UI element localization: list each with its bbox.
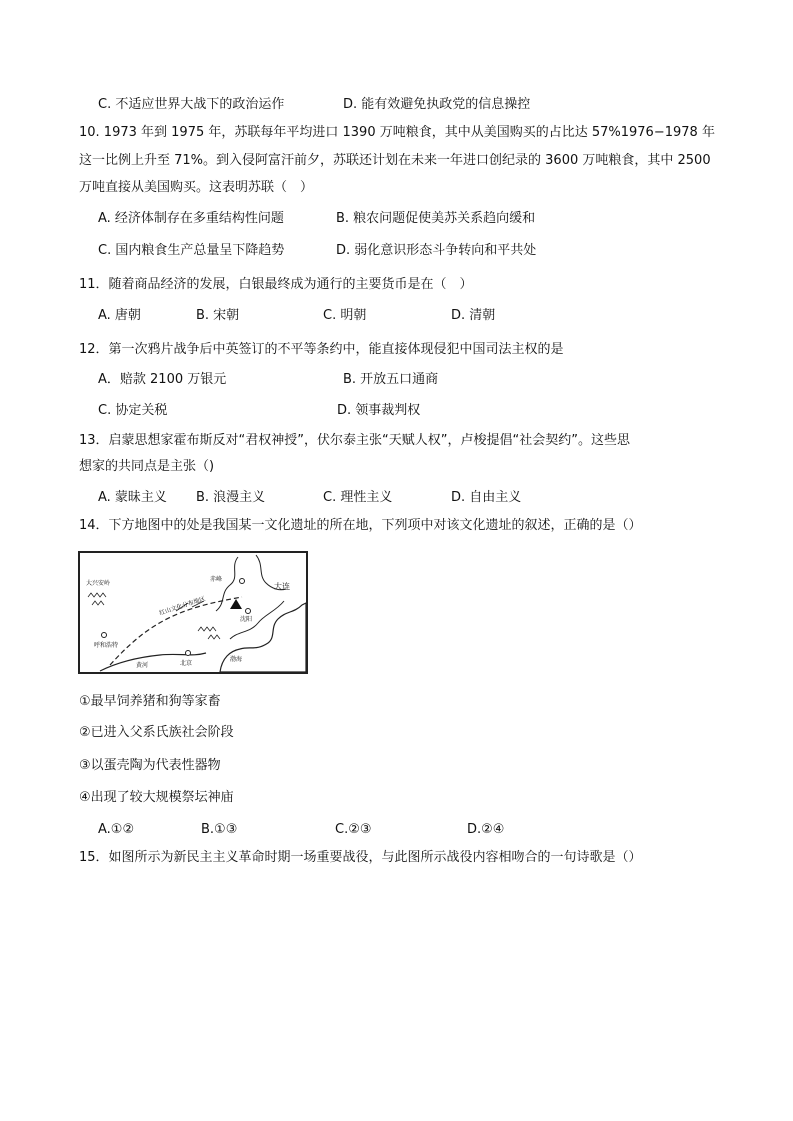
q13-stem-line-2: 想家的共同点是主张（) [79, 459, 215, 474]
q14-item-3: ③以蛋壳陶为代表性器物 [79, 758, 221, 773]
city-marker-hohhot [102, 633, 107, 638]
q13-option-b: B. 浪漫主义 [196, 490, 266, 505]
map-label-9: 黄河 [136, 662, 149, 669]
q14-option-d: D.②④ [467, 822, 505, 837]
city-marker-chifeng [240, 579, 245, 584]
map-label-6: 大连 [274, 582, 290, 591]
q11-option-b: B. 宋朝 [196, 308, 240, 323]
q13-option-d: D. 自由主义 [451, 490, 522, 505]
q12-option-b: B. 开放五口通商 [343, 372, 439, 387]
q14-item-1: ①最早饲养猪和狗等家畜 [79, 694, 221, 709]
q14-stem: 14．下方地图中的处是我国某一文化遗址的所在地，下列项中对该文化遗址的叙述，正确的是（） [79, 518, 642, 533]
q10-stem-line-2: 这一比例上升至 71%。到入侵阿富汗前夕，苏联还计划在未来一年进口创纪录的 3600 万吨粮食，其中 2500 [79, 153, 711, 168]
q12-option-a: A．赔款 2100 万银元 [98, 372, 227, 387]
q11-stem: 11．随着商品经济的发展，白银最终成为通行的主要货币是在（ ） [79, 277, 473, 292]
q12-option-c: C. 协定关税 [98, 403, 168, 418]
map-label-3: 红山文化分布地区 [158, 595, 207, 617]
map-label-5: 沈阳 [240, 616, 253, 623]
q13-stem-line-1: 13．启蒙思想家霍布斯反对“君权神授”，伏尔泰主张“天赋人权”，卢梭提倡“社会契约”。这些思 [79, 433, 630, 448]
q14-item-4: ④出现了较大规模祭坛神庙 [79, 790, 234, 805]
q11-option-c: C. 明朝 [323, 308, 367, 323]
q15-stem: 15．如图所示为新民主主义革命时期一场重要战役，与此图所示战役内容相吻合的一句诗歌是（） [79, 850, 642, 865]
map-label-4: 赤峰 [210, 576, 223, 583]
q14-option-b: B.①③ [201, 822, 238, 837]
hongshan-culture-map [78, 551, 308, 674]
q10-option-c: C. 国内粮食生产总量呈下降趋势 [98, 243, 285, 258]
q14-option-c: C.②③ [335, 822, 372, 837]
q10-option-b: B. 粮农问题促使美苏关系趋向缓和 [336, 211, 536, 226]
q14-option-a: A.①② [98, 822, 135, 837]
q12-option-d: D. 领事裁判权 [337, 403, 421, 418]
map-label-1: 大兴安岭 [86, 580, 111, 587]
q11-option-d: D. 清朝 [451, 308, 496, 323]
map-label-7: 北京 [180, 660, 193, 667]
q10-stem-line-1: 10. 1973 年到 1975 年，苏联每年平均进口 1390 万吨粮食，其中从美国购买的占比达 57%1976−1978 年 [79, 125, 715, 140]
q13-option-c: C. 理性主义 [323, 490, 393, 505]
q13-option-a: A. 蒙昧主义 [98, 490, 167, 505]
city-marker-beijing [186, 651, 191, 656]
site-triangle-marker [230, 599, 242, 609]
q14-item-2: ②已进入父系氏族社会阶段 [79, 725, 234, 740]
q10-option-d: D. 弱化意识形态斗争转向和平共处 [336, 243, 537, 258]
q11-option-a: A. 唐朝 [98, 308, 141, 323]
city-marker-shenyang [246, 609, 251, 614]
q9-option-c: C. 不适应世界大战下的政治运作 [98, 97, 285, 112]
q10-option-a: A. 经济体制存在多重结构性问题 [98, 211, 284, 226]
q12-stem: 12．第一次鸦片战争后中英签订的不平等条约中，能直接体现侵犯中国司法主权的是 [79, 342, 564, 357]
map-figure [80, 553, 306, 672]
map-label-8: 渤海 [230, 656, 243, 663]
map-label-2: 呼和浩特 [94, 642, 119, 649]
q9-option-d: D. 能有效避免执政党的信息操控 [343, 97, 531, 112]
q10-stem-line-3: 万吨直接从美国购买。这表明苏联（ ） [79, 180, 314, 195]
